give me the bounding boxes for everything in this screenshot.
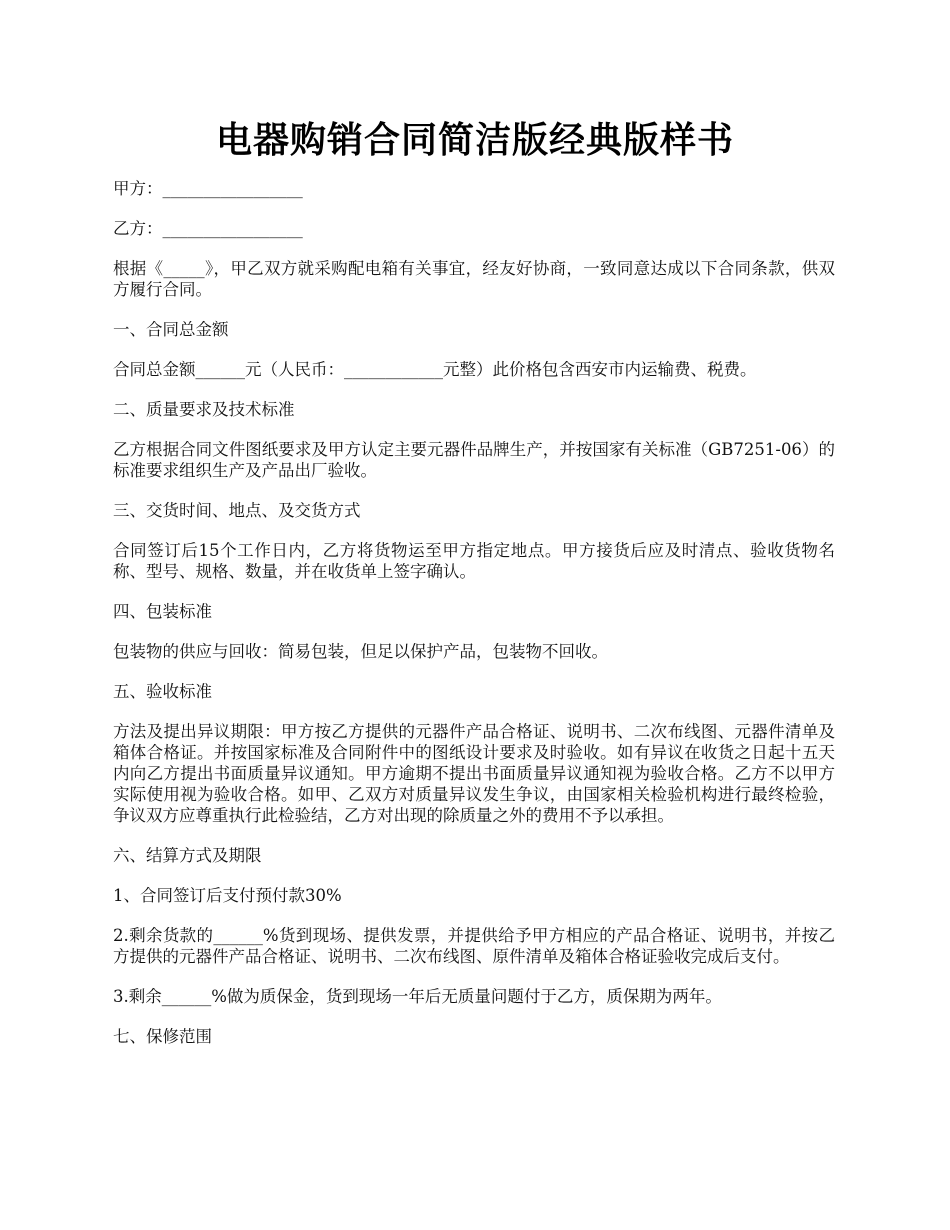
- section-1-body: 合同总金额______元（人民币：____________元整）此价格包含西安市内运输费、税费。: [113, 360, 757, 379]
- document-title: 电器购销合同简洁版经典版样书: [215, 119, 734, 161]
- section-4-heading: 四、包装标准: [113, 602, 212, 621]
- party-a-line: 甲方：_________________: [113, 179, 303, 198]
- section-2-body: 乙方根据合同文件图纸要求及甲方认定主要元器件品牌生产，并按国家有关标准（GB7251-06）的标准要求组织生产及产品出厂验收。: [113, 440, 835, 480]
- section-7-heading: 七、保修范围: [113, 1027, 212, 1046]
- intro-paragraph: 根据《_____》，甲乙双方就采购配电箱有关事宜，经友好协商，一致同意达成以下合同条款，供双方履行合同。: [113, 259, 835, 299]
- section-3-heading: 三、交货时间、地点、及交货方式: [113, 501, 361, 520]
- section-1-heading: 一、合同总金额: [113, 320, 229, 339]
- section-4-body: 包装物的供应与回收：简易包装，但足以保护产品，包装物不回收。: [113, 642, 608, 661]
- section-2-heading: 二、质量要求及技术标准: [113, 400, 295, 419]
- section-3-body: 合同签订后15个工作日内，乙方将货物运至甲方指定地点。甲方接货后应及时清点、验收货物名称、型号、规格、数量，并在收货单上签字确认。: [113, 541, 835, 581]
- section-6-item-1: 1、合同签订后支付预付款30%: [113, 886, 342, 905]
- section-5-body: 方法及提出异议期限：甲方按乙方提供的元器件产品合格证、说明书、二次布线图、元器件清单及箱体合格证。并按国家标准及合同附件中的图纸设计要求及时验收。如有异议在收货之日起十五天内向乙方提出书面质量异议通知。甲方逾期不提出书面质量异议通知视为验收合格。乙方不以甲方实际使用视为验收合格。如甲、乙双方对质量异议发生争议，由国家相关检验机构进行最终检验，争议双方应尊重执行此检验结，乙方对出现的除质量之外的费用不予以承担。: [113, 722, 835, 825]
- document-body: [113, 178, 835, 1066]
- section-6-item-2: 2.剩余货款的______%货到现场、提供发票，并提供给予甲方相应的产品合格证、说明书，并按乙方提供的元器件产品合格证、说明书、二次布线图、原件清单及箱体合格证验收完成后支付。: [113, 926, 835, 966]
- section-6-heading: 六、结算方式及期限: [113, 846, 262, 865]
- section-5-heading: 五、验收标准: [113, 682, 212, 701]
- party-b-line: 乙方：_________________: [113, 219, 303, 238]
- section-6-item-3: 3.剩余______%做为质保金，货到现场一年后无质量问题付于乙方，质保期为两年。: [113, 987, 722, 1006]
